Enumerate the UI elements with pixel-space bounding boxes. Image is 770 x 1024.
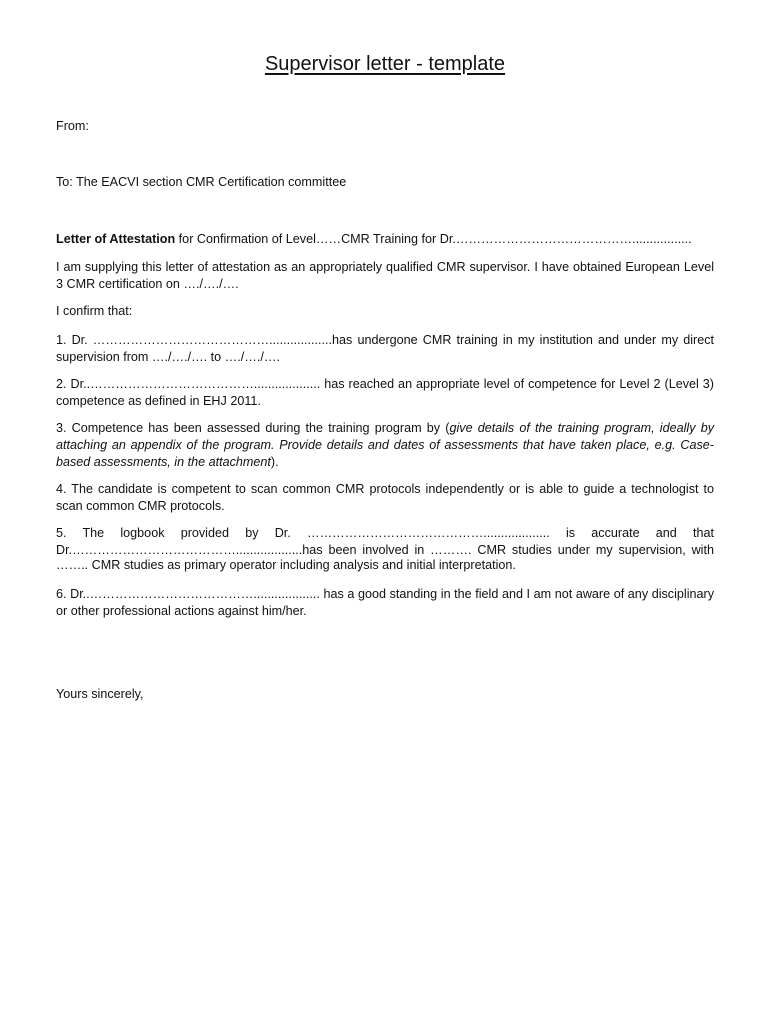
closing: Yours sincerely, — [56, 687, 144, 701]
item-3-italic: give details of the training program, ideally by attaching an appendix of the program. Provide details and dates of assessments that have taken place, e.g. Case-based assessments, in the attachment — [56, 421, 714, 469]
attestation-label: Letter of Attestation — [56, 232, 176, 246]
attestation-line — [56, 231, 714, 248]
attestation-text: for Confirmation of Level……CMR Training for Dr.……………………………………................. — [175, 232, 692, 246]
item-3-start: 3. Competence has been assessed during the training program by ( — [56, 421, 450, 435]
item-6: 6. Dr..…………………………………................... has a good standing in the field and I am not aware of any disciplinary or other professional actions against him/her. — [56, 587, 714, 618]
item-1: 1. Dr. ……………………………………..................has undergone CMR training in my institution and under my direct supervision from …./…./…. to …./…./…. — [56, 333, 714, 364]
item-3-end: ). — [270, 455, 279, 469]
item-5-line-2: Dr.…………………………………...................has been involved in ………. CMR studies under my supervision, with — [56, 543, 714, 557]
item-4: 4. The candidate is competent to scan common CMR protocols independently or is able to guide a technologist to scan common CMR protocols. — [56, 482, 714, 513]
confirm-line: I confirm that: — [56, 304, 133, 318]
intro-paragraph: I am supplying this letter of attestation as an appropriately qualified CMR supervisor. I have obtained European Level 3 CMR certification on …./…./…. — [56, 260, 714, 291]
item-5-line-3: …….. CMR studies as primary operator including analysis and initial interpretation. — [56, 558, 516, 572]
item-3 — [56, 420, 714, 471]
item-2: 2. Dr..…………………………………................... has reached an appropriate level of competence for Level 2 (Level 3) competence as defined in EHJ 2011. — [56, 377, 714, 408]
to-line: To: The EACVI section CMR Certification committee — [56, 175, 347, 189]
item-5-line-1: 5. The logbook provided by Dr. ……………………………………................... is accurate and that — [56, 526, 714, 540]
from-label: From: — [56, 119, 89, 133]
page-title: Supervisor letter - template — [264, 53, 506, 75]
